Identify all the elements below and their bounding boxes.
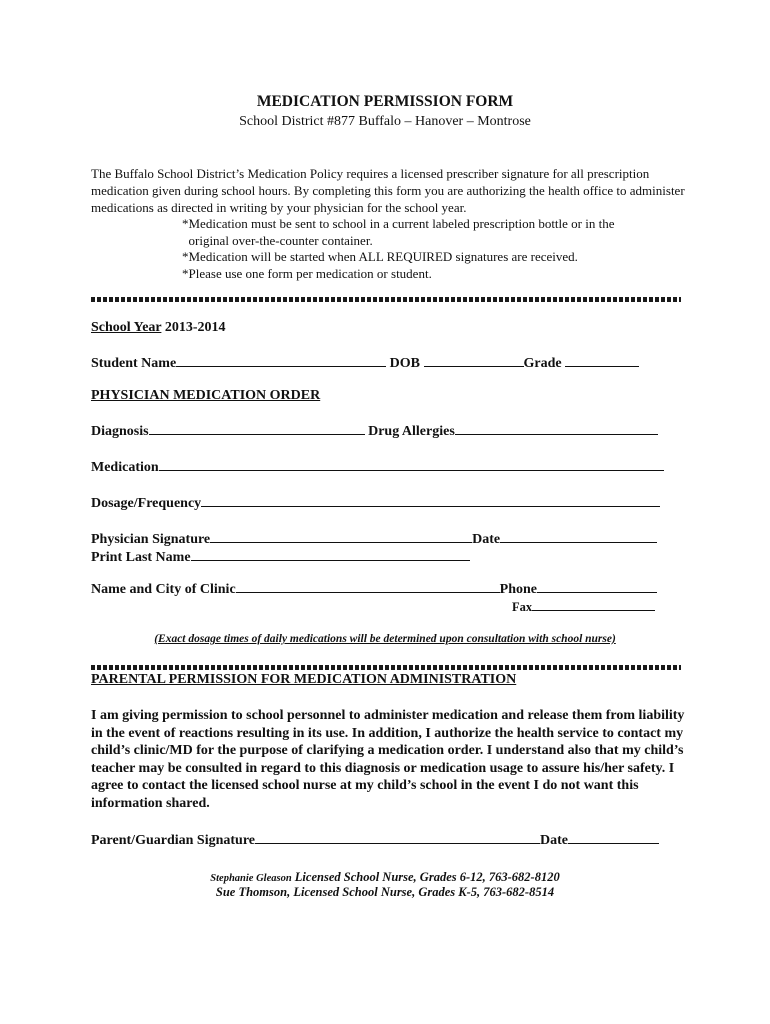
bullet-item: *Medication must be sent to school in a current labeled prescription bottle or in the — [182, 216, 615, 231]
diagnosis-field[interactable] — [149, 423, 365, 435]
policy-bullets — [182, 216, 672, 282]
school-year-label: School Year — [91, 320, 162, 335]
clinic-field[interactable] — [236, 581, 500, 593]
physician-date-field[interactable] — [500, 531, 657, 543]
medication-field[interactable] — [159, 459, 664, 471]
policy-paragraph: The Buffalo School District’s Medication Policy requires a licensed prescriber signature for all prescription medication given during school hours. By completing this form you are authorizing the health office to administer medications as directed in writing by your physician for the school year. — [91, 166, 685, 215]
dob-field[interactable] — [424, 355, 524, 367]
print-last-name-field[interactable] — [191, 549, 470, 561]
fax-field[interactable] — [532, 600, 655, 611]
nurse-contact-1 — [0, 868, 770, 886]
school-year-value: 2013-2014 — [164, 320, 226, 335]
parent-section-heading: PARENTAL PERMISSION FOR MEDICATION ADMINISTRATION — [91, 672, 517, 687]
drug-allergies-field[interactable] — [455, 423, 658, 435]
dotted-divider — [91, 297, 681, 302]
nurse-contact-2: Sue Thomson, Licensed School Nurse, Grades K-5, 763-682-8514 — [215, 885, 555, 899]
phone-label: Phone — [499, 582, 538, 597]
fax-label: Fax — [512, 600, 533, 614]
dosage-field[interactable] — [201, 495, 660, 507]
medication-row — [91, 459, 664, 476]
parent-signature-label: Parent/Guardian Signature — [91, 833, 256, 848]
bullet-item: original over-the-counter container. — [182, 232, 373, 248]
clinic-label: Name and City of Clinic — [91, 582, 236, 597]
clinic-row — [91, 581, 657, 598]
dosage-times-note: (Exact dosage times of daily medications will be determined upon consultation with school nurse) — [154, 633, 616, 645]
grade-label: Grade — [523, 356, 562, 371]
physician-section-heading: PHYSICIAN MEDICATION ORDER — [91, 388, 321, 403]
parent-signature-field[interactable] — [255, 832, 540, 844]
physician-signature-field[interactable] — [210, 531, 472, 543]
physician-signature-label: Physician Signature — [91, 532, 211, 547]
physician-signature-row — [91, 531, 657, 548]
parent-signature-row — [91, 832, 659, 849]
dob-label: DOB — [389, 356, 421, 371]
physician-date-label: Date — [472, 532, 501, 547]
grade-field[interactable] — [565, 355, 639, 367]
nurse1-name: Stephanie Gleason — [210, 873, 292, 884]
dosage-label: Dosage/Frequency — [91, 496, 202, 511]
medication-label: Medication — [91, 460, 159, 475]
nurse1-details: Licensed School Nurse, Grades 6-12, 763-682-8120 — [291, 870, 560, 884]
print-last-name-label: Print Last Name — [91, 550, 191, 565]
bullet-item: *Please use one form per medication or student. — [182, 265, 432, 281]
print-name-row — [91, 549, 470, 566]
dotted-divider — [91, 665, 681, 670]
district-subtitle: School District #877 Buffalo – Hanover – Montrose — [239, 114, 531, 129]
phone-field[interactable] — [537, 581, 657, 593]
dosage-row — [91, 495, 660, 512]
student-name-label: Student Name — [91, 356, 177, 371]
parent-date-field[interactable] — [568, 832, 659, 844]
diagnosis-label: Diagnosis — [91, 424, 149, 439]
student-row — [91, 355, 639, 372]
diagnosis-row — [91, 423, 658, 440]
parent-date-label: Date — [540, 833, 569, 848]
bullet-item: *Medication will be started when ALL REQUIRED signatures are received. — [182, 249, 578, 264]
school-year-row — [91, 320, 226, 336]
student-name-field[interactable] — [176, 355, 386, 367]
drug-allergies-label: Drug Allergies — [368, 424, 455, 439]
permission-statement: I am giving permission to school personnel to administer medication and release them from liability in the event of reactions resulting in its use. In addition, I authorize the health service to contact my child’s clinic/MD for the purpose of clarifying a medication order. I understand also that my child’s teacher may be consulted in regard to this diagnosis or medication usage to assure his/her safety. I agree to contact the licensed school nurse at my child’s school in the event I do not want this information shared. — [91, 708, 685, 811]
form-title: MEDICATION PERMISSION FORM — [256, 93, 514, 110]
fax-row — [512, 600, 655, 615]
